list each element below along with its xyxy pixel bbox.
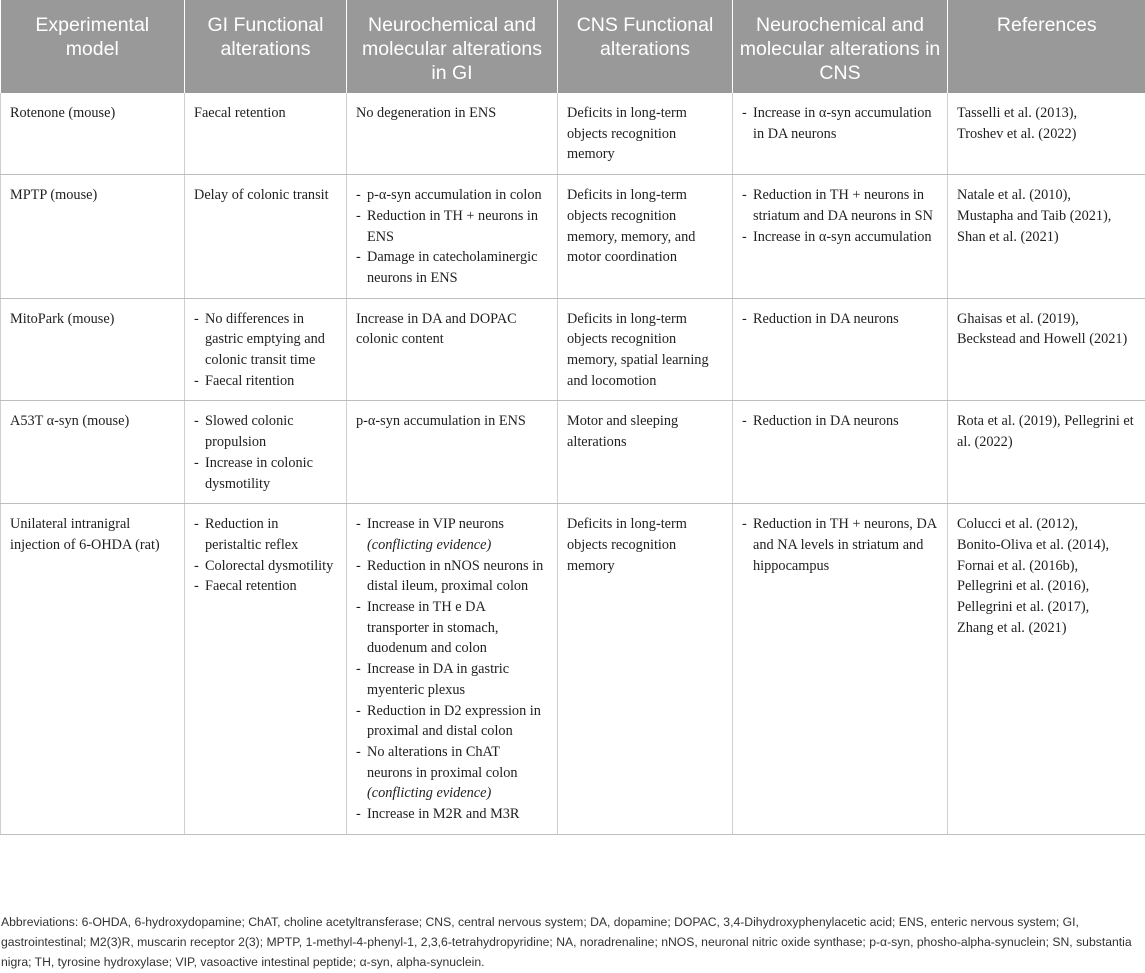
- list-item: [356, 659, 548, 700]
- table-body: [1, 93, 1145, 834]
- list-item: [356, 701, 548, 742]
- header-references: References: [948, 0, 1145, 93]
- list-item: [194, 371, 337, 392]
- cell-text: No degeneration in ENS: [356, 105, 497, 121]
- list-item-text: Colorectal dysmotility: [205, 557, 334, 574]
- list-marker: -: [356, 557, 361, 574]
- cell-cns-functional: [558, 298, 733, 401]
- list-item: [742, 227, 938, 248]
- list-item-text: Increase in α-syn accumulation: [753, 228, 932, 245]
- reference-line: Beckstead and Howell (2021): [957, 331, 1128, 348]
- list-item: [194, 411, 337, 452]
- cell-experimental-model: MPTP (mouse): [1, 175, 185, 299]
- list-marker: -: [356, 599, 361, 616]
- list-item: [742, 411, 938, 432]
- table-row: [1, 175, 1145, 299]
- header-cns-neurochemical: Neurochemical and molecular alterations in CNS: [733, 0, 948, 93]
- cell-experimental-model: Unilateral intranigral injection of 6-OHDA (rat): [1, 504, 185, 835]
- table-row: [1, 504, 1145, 835]
- cell-references: [948, 298, 1145, 401]
- cell-references: [948, 93, 1145, 175]
- list-marker: -: [742, 310, 747, 327]
- cell-text: Deficits in long-term objects recognition memory: [567, 516, 687, 574]
- cell-experimental-model: Rotenone (mouse): [1, 93, 185, 175]
- reference-line: Tasselli et al. (2013),: [957, 105, 1078, 121]
- list-marker: -: [194, 454, 199, 471]
- list-item-text: Increase in TH e DA transporter in stomach, duodenum and colon: [367, 599, 499, 657]
- list-item-text: Increase in colonic dysmotility: [205, 454, 313, 492]
- cell-gi-neurochemical: [347, 504, 558, 835]
- cell-cns-neurochemical: [733, 93, 948, 175]
- header-cns-functional: CNS Functional alterations: [558, 0, 733, 93]
- cell-text: p-α-syn accumulation in ENS: [356, 413, 526, 430]
- bullet-list: [356, 185, 548, 289]
- table-row: [1, 298, 1145, 401]
- header-row: [1, 0, 1145, 93]
- list-item-note: (conflicting evidence): [367, 536, 492, 553]
- reference-line: Bonito-Oliva et al. (2014),: [957, 536, 1110, 553]
- list-item: [742, 185, 938, 226]
- cell-gi-functional: [185, 401, 347, 504]
- cell-cns-functional: [558, 401, 733, 504]
- cell-references: [948, 175, 1145, 299]
- list-marker: -: [356, 187, 361, 204]
- list-marker: -: [194, 578, 199, 595]
- list-marker: -: [356, 806, 361, 823]
- cell-gi-functional: [185, 504, 347, 835]
- list-item: [194, 556, 337, 577]
- header-gi-functional: GI Functional alterations: [185, 0, 347, 93]
- reference-line: Fornai et al. (2016b),: [957, 557, 1079, 574]
- list-item-text: Faecal ritention: [205, 372, 295, 389]
- list-marker: -: [356, 516, 361, 533]
- list-marker: -: [194, 516, 199, 533]
- cell-experimental-model: A53T α-syn (mouse): [1, 401, 185, 504]
- reference-line: Zhang et al. (2021): [957, 619, 1067, 636]
- list-item-text: Increase in α-syn accumulation in DA neurons: [753, 105, 932, 142]
- list-item-text: Increase in DA in gastric myenteric plexus: [367, 661, 510, 698]
- list-item: [194, 309, 337, 371]
- reference-line: Mustapha and Taib (2021),: [957, 207, 1112, 224]
- list-item: [356, 247, 548, 288]
- bullet-list: [356, 514, 548, 825]
- cell-cns-neurochemical: [733, 298, 948, 401]
- list-item-text: Reduction in TH + neurons, DA and NA levels in striatum and hippocampus: [753, 516, 937, 574]
- list-item-text: Increase in M2R and M3R: [367, 806, 520, 823]
- list-item: [356, 206, 548, 247]
- reference-line: Pellegrini et al. (2017),: [957, 599, 1090, 616]
- cell-gi-neurochemical: [347, 175, 558, 299]
- list-item: [356, 742, 548, 804]
- list-item-text: Slowed colonic propulsion: [205, 413, 294, 451]
- list-item-text: Reduction in TH + neurons in ENS: [367, 207, 539, 245]
- list-item: [356, 804, 548, 825]
- list-marker: -: [356, 249, 361, 266]
- cell-gi-neurochemical: [347, 401, 558, 504]
- cell-gi-functional: [185, 298, 347, 401]
- bullet-list: [194, 514, 337, 597]
- cell-gi-functional: [185, 93, 347, 175]
- cell-gi-neurochemical: [347, 298, 558, 401]
- list-item-text: Reduction in nNOS neurons in distal ileum, proximal colon: [367, 557, 544, 595]
- cell-cns-neurochemical: [733, 401, 948, 504]
- cell-cns-functional: [558, 504, 733, 835]
- reference-line: Colucci et al. (2012),: [957, 516, 1079, 533]
- cell-text: Motor and sleeping alterations: [567, 413, 679, 451]
- cell-text: Delay of colonic transit: [194, 187, 329, 204]
- reference-line: Rota et al. (2019), Pellegrini et al. (2022): [957, 413, 1134, 451]
- list-marker: -: [356, 207, 361, 224]
- bullet-list: [742, 514, 938, 576]
- list-item: [742, 309, 938, 330]
- cell-text: Deficits in long-term objects recognition memory: [567, 105, 687, 163]
- list-item-text: Reduction in DA neurons: [753, 310, 899, 327]
- cell-cns-functional: [558, 175, 733, 299]
- cell-cns-functional: [558, 93, 733, 175]
- bullet-list: [742, 411, 938, 432]
- cell-text: Increase in DA and DOPAC colonic content: [356, 310, 517, 348]
- list-item: [742, 103, 938, 144]
- table-header: [1, 0, 1145, 93]
- list-item-text: No alterations in ChAT neurons in proximal colon: [367, 743, 518, 781]
- list-item-text: Reduction in D2 expression in proximal and distal colon: [367, 702, 541, 740]
- cell-text: Deficits in long-term objects recognition memory, spatial learning and locomotion: [567, 310, 709, 389]
- list-item-text: No differences in gastric emptying and colonic transit time: [205, 310, 325, 369]
- cell-experimental-model: MitoPark (mouse): [1, 298, 185, 401]
- reference-line: Shan et al. (2021): [957, 228, 1059, 245]
- list-item: [194, 514, 337, 555]
- list-marker: -: [742, 228, 747, 245]
- list-item-text: Reduction in DA neurons: [753, 413, 899, 430]
- bullet-list: [194, 309, 337, 392]
- list-item-text: p-α-syn accumulation in colon: [367, 187, 542, 204]
- list-item: [742, 514, 938, 576]
- list-item: [356, 185, 548, 206]
- bullet-list: [742, 103, 938, 144]
- list-item-text: Reduction in TH + neurons in striatum and DA neurons in SN: [753, 187, 933, 224]
- reference-line: Troshev et al. (2022): [957, 125, 1077, 142]
- list-marker: -: [742, 105, 747, 121]
- list-item-text: Increase in VIP neurons: [367, 516, 504, 533]
- list-marker: -: [742, 413, 747, 430]
- cell-cns-neurochemical: [733, 504, 948, 835]
- list-item-note: (conflicting evidence): [367, 785, 492, 802]
- list-item: [194, 576, 337, 597]
- cell-references: [948, 401, 1145, 504]
- list-item: [356, 597, 548, 659]
- list-marker: -: [194, 310, 199, 327]
- list-item-text: Reduction in peristaltic reflex: [205, 516, 299, 553]
- list-item-text: Faecal retention: [205, 578, 297, 595]
- cell-cns-neurochemical: [733, 175, 948, 299]
- bullet-list: [742, 185, 938, 247]
- table-row: [1, 93, 1145, 175]
- bullet-list: [194, 411, 337, 494]
- list-marker: -: [356, 743, 361, 760]
- reference-line: Natale et al. (2010),: [957, 187, 1071, 204]
- list-item: [356, 514, 548, 555]
- list-marker: -: [742, 187, 747, 204]
- cell-text: Deficits in long-term objects recognition memory, memory, and motor coordination: [567, 187, 696, 266]
- abbreviations-footnote: Abbreviations: 6-OHDA, 6-hydroxydopamine; ChAT, choline acetyltransferase; CNS, central nervous system; DA, dopamine; DOPAC, 3,4-Dihydroxyphenylacetic acid; ENS, enteric nervous system; GI, gastrointestinal; M2(3)R, muscarin receptor 2(3); MPTP, 1-methyl-4-phenyl-1, 2,3,6-tetrahydropyridine; NA, noradrenaline; nNOS, neuronal nitric oxide synthase; p-α-syn, phosho-alpha-synuclein; SN, substantia nigra; TH, tyrosine hydroxylase; VIP, vasoactive intestinal peptide; α-syn, alpha-synuclein.: [1, 915, 1132, 969]
- reference-line: Ghaisas et al. (2019),: [957, 310, 1079, 327]
- list-marker: -: [194, 413, 199, 430]
- cell-gi-neurochemical: [347, 93, 558, 175]
- list-marker: -: [742, 516, 747, 533]
- cell-text: Faecal retention: [194, 105, 286, 121]
- cell-references: [948, 504, 1145, 835]
- list-item: [356, 556, 548, 597]
- list-marker: -: [194, 372, 199, 389]
- list-marker: -: [356, 702, 361, 719]
- list-item-text: Damage in catecholaminergic neurons in ENS: [367, 249, 538, 286]
- list-item: [194, 453, 337, 494]
- list-marker: -: [356, 661, 361, 678]
- header-gi-neurochemical: Neurochemical and molecular alterations in GI: [347, 0, 558, 93]
- reference-line: Pellegrini et al. (2016),: [957, 578, 1090, 595]
- list-marker: -: [194, 557, 199, 574]
- header-experimental-model: Experimental model: [1, 0, 185, 93]
- table-row: [1, 401, 1145, 504]
- bullet-list: [742, 309, 938, 330]
- cell-gi-functional: [185, 175, 347, 299]
